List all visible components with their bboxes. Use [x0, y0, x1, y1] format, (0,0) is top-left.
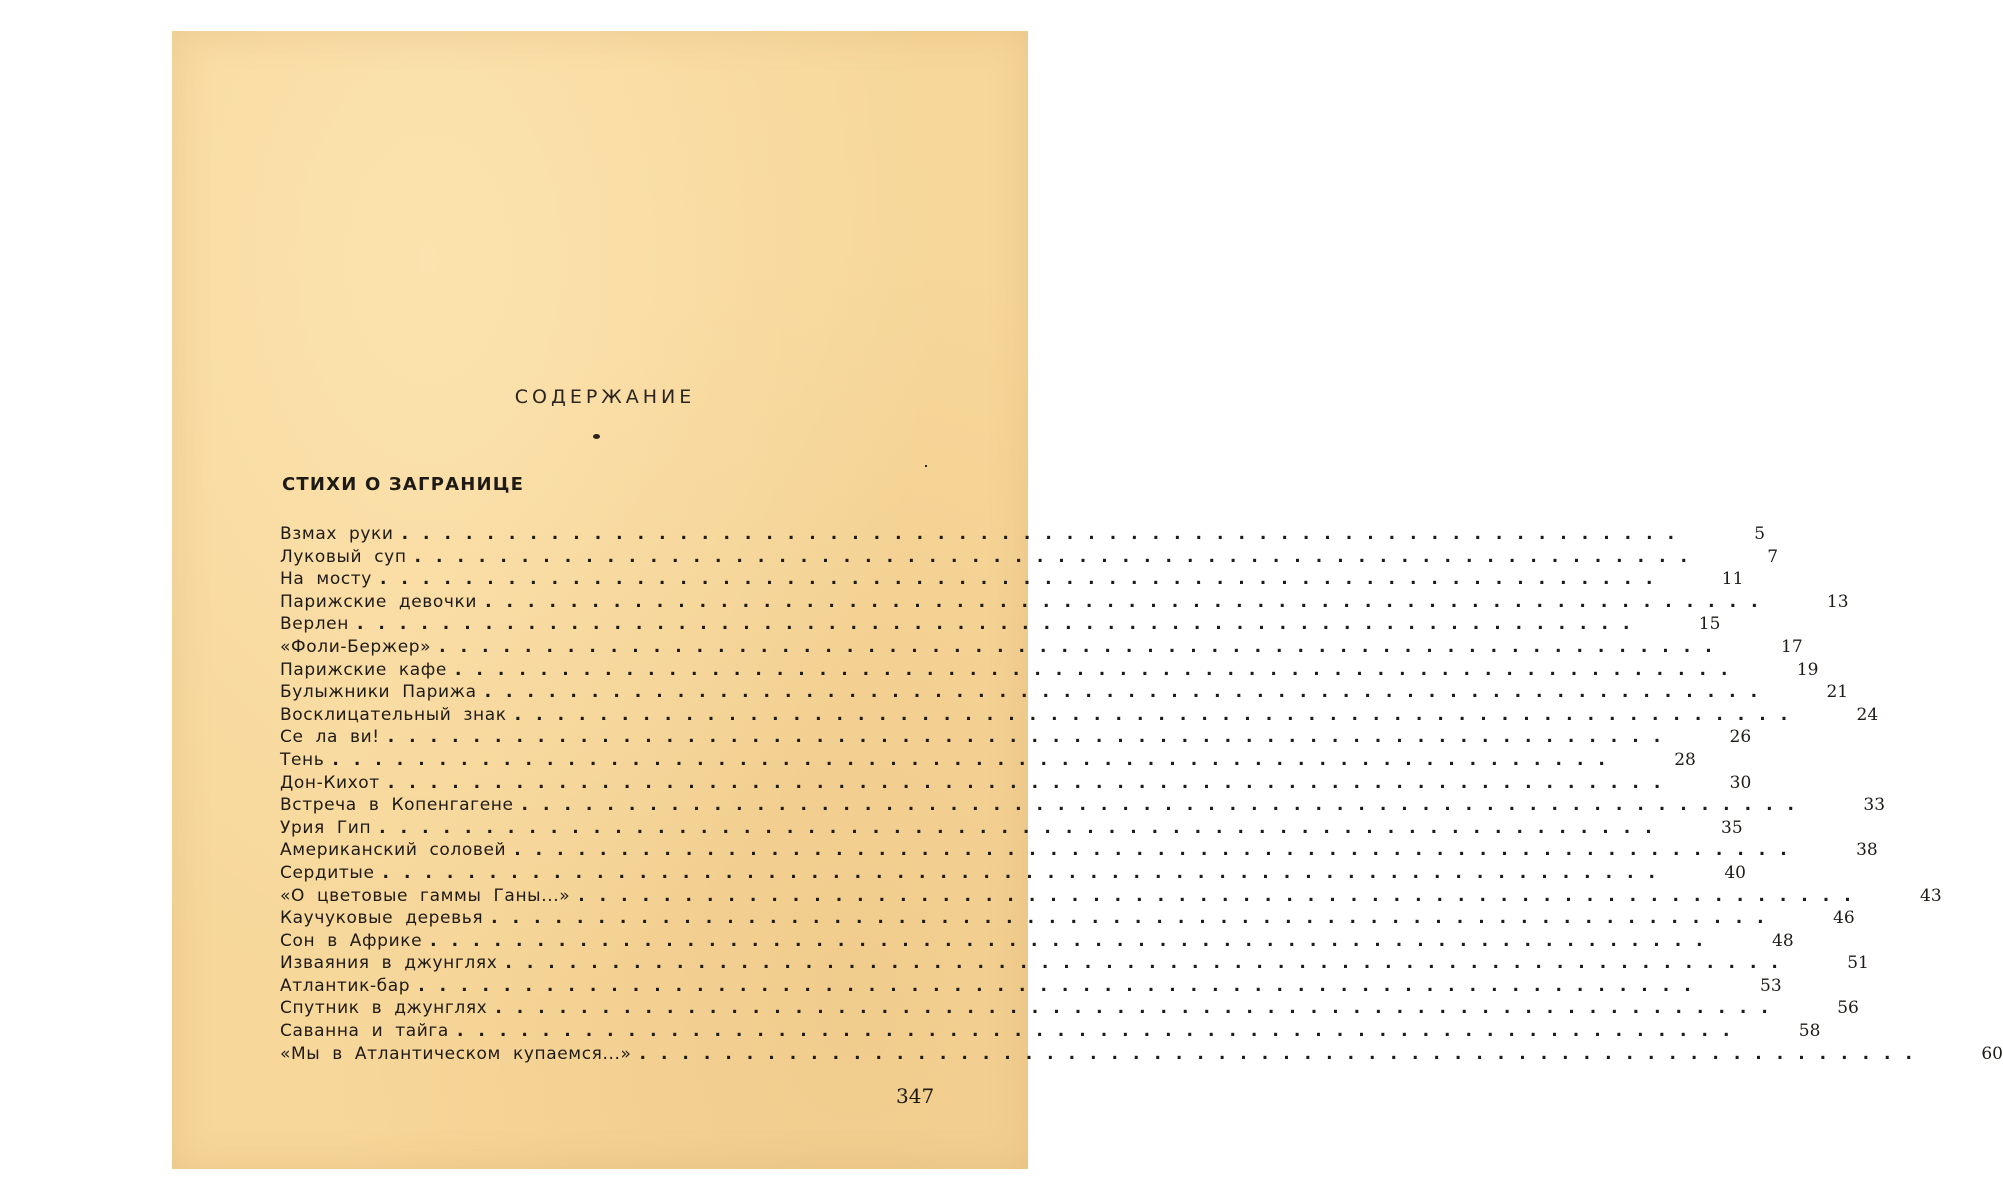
toc-dot-leader: ............................................................: [456, 1021, 1745, 1042]
toc-dot-leader: ............................................................: [382, 862, 1670, 883]
toc-entry: [280, 568, 1744, 591]
toc-entry: [280, 1043, 2003, 1066]
toc-dot-leader: ............................................................: [495, 998, 1783, 1019]
toc-entry: [280, 794, 1886, 817]
toc-entry-title: «Мы в Атлантическом купаемся...»: [280, 1043, 632, 1064]
toc-entry: [280, 749, 1696, 772]
toc-entry: [280, 885, 1942, 908]
toc-entry-page: 21: [1826, 682, 1849, 703]
toc-entry-page: 53: [1760, 975, 1782, 996]
table-of-contents: [280, 523, 2003, 1065]
toc-entry-title: «О цветовые гаммы Ганы...»: [280, 885, 571, 906]
page-number: 347: [896, 1084, 935, 1108]
toc-dot-leader: ............................................................: [491, 908, 1779, 929]
toc-entry: [280, 907, 1855, 930]
toc-entry-page: 33: [1863, 795, 1886, 816]
toc-entry-page: 43: [1920, 885, 1942, 906]
toc-entry-title: Атлантик-бар: [280, 975, 411, 996]
toc-entry-title: Взмах руки: [280, 524, 394, 544]
section-title: СТИХИ О ЗАГРАНИЦЕ: [282, 474, 525, 495]
toc-entry-title: Верлен: [280, 614, 349, 635]
toc-entry-title: Американский соловей: [280, 840, 507, 861]
toc-entry: [280, 1020, 1821, 1043]
toc-entry-title: Спутник в джунглях: [280, 998, 488, 1019]
toc-entry: [280, 930, 1794, 953]
toc-entry-page: 17: [1781, 636, 1803, 657]
toc-dot-leader: ............................................................: [414, 546, 1703, 567]
toc-dot-leader: ............................................................: [387, 727, 1676, 748]
toc-entry-title: Дон-Кихот: [280, 772, 380, 793]
toc-entry-page: 7: [1767, 546, 1779, 567]
toc-entry: [280, 952, 1869, 975]
toc-entry-page: 51: [1847, 953, 1869, 974]
toc-entry-title: Урия Гип: [280, 817, 372, 838]
toc-entry-page: 60: [1981, 1043, 2003, 1064]
toc-entry-title: Се ла ви!: [280, 727, 380, 748]
toc-dot-leader: ............................................................: [484, 682, 1773, 703]
toc-entry: [280, 862, 1746, 885]
toc-entry: [280, 613, 1721, 636]
toc-entry: [280, 817, 1743, 840]
toc-entry-page: 26: [1729, 727, 1752, 748]
toc-dot-leader: ............................................................: [454, 659, 1743, 680]
toc-entry-page: 58: [1798, 1021, 1821, 1042]
toc-entry: [280, 839, 1878, 862]
toc-entry-page: 11: [1721, 569, 1744, 590]
toc-dot-leader: ............................................................: [485, 591, 1773, 612]
toc-dot-leader: ............................................................: [418, 975, 1706, 996]
toc-entry-title: Саванна и тайга: [280, 1021, 449, 1042]
toc-entry-title: Парижские кафе: [280, 659, 447, 680]
toc-entry: [280, 704, 1879, 727]
toc-entry: [280, 681, 1849, 704]
toc-entry-title: Тень: [280, 749, 325, 770]
toc-entry: [280, 636, 1803, 659]
toc-entry-title: Восклицательный знак: [280, 704, 507, 725]
toc-dot-leader: ............................................................: [379, 569, 1668, 590]
toc-dot-leader: ............................................................: [430, 930, 1718, 951]
toc-entry-page: 30: [1729, 772, 1752, 793]
ink-mark: [593, 434, 600, 439]
toc-dot-leader: ............................................................: [639, 1043, 1927, 1064]
toc-dot-leader: ............................................................: [387, 772, 1676, 793]
toc-entry: [280, 591, 1849, 614]
contents-heading: СОДЕРЖАНИЕ: [514, 386, 696, 408]
book-page: [172, 31, 2003, 1169]
toc-entry-page: 28: [1674, 749, 1696, 770]
toc-entry-page: 48: [1772, 930, 1794, 951]
toc-entry: [280, 546, 1779, 569]
toc-dot-leader: ............................................................: [379, 817, 1667, 838]
toc-entry-title: Сон в Африке: [280, 930, 423, 951]
toc-dot-leader: ............................................................: [505, 953, 1793, 974]
toc-entry-page: 19: [1796, 659, 1819, 680]
toc-entry-page: 13: [1826, 591, 1849, 612]
toc-entry-page: 38: [1856, 840, 1878, 861]
toc-entry-page: 56: [1837, 998, 1859, 1019]
toc-entry-page: 35: [1721, 817, 1743, 838]
toc-entry: [280, 997, 1859, 1020]
toc-dot-leader: ............................................................: [514, 704, 1803, 725]
toc-entry: [280, 523, 1766, 546]
toc-entry: [280, 975, 1782, 998]
toc-entry-title: На мосту: [280, 569, 372, 590]
toc-dot-leader: ............................................................: [439, 636, 1727, 657]
toc-entry-title: Парижские девочки: [280, 591, 478, 612]
toc-entry: [280, 772, 1752, 795]
toc-entry: [280, 726, 1752, 749]
toc-entry-title: Луковый суп: [280, 546, 407, 567]
toc-entry-title: Изваяния в джунглях: [280, 953, 498, 974]
toc-entry-title: Встреча в Копенгагене: [280, 795, 514, 816]
toc-dot-leader: ............................................................: [356, 614, 1645, 635]
toc-entry-page: 15: [1698, 614, 1721, 635]
toc-entry: [280, 659, 1819, 682]
toc-entry-title: «Фоли-Бержер»: [280, 636, 432, 657]
toc-dot-leader: ............................................................: [578, 885, 1866, 906]
toc-entry-title: Каучуковые деревья: [280, 908, 484, 929]
toc-entry-title: Сердитые: [280, 862, 375, 883]
toc-entry-page: 40: [1724, 862, 1746, 883]
toc-dot-leader: ............................................................: [332, 749, 1620, 770]
toc-entry-page: 5: [1754, 524, 1766, 544]
toc-dot-leader: ............................................................: [521, 795, 1810, 816]
toc-entry-title: Булыжники Парижа: [280, 682, 477, 703]
toc-entry-page: 46: [1833, 908, 1855, 929]
toc-dot-leader: ............................................................: [514, 840, 1802, 861]
toc-entry-page: 24: [1856, 704, 1879, 725]
ink-speck: [925, 465, 927, 467]
toc-dot-leader: ............................................................: [401, 524, 1690, 544]
